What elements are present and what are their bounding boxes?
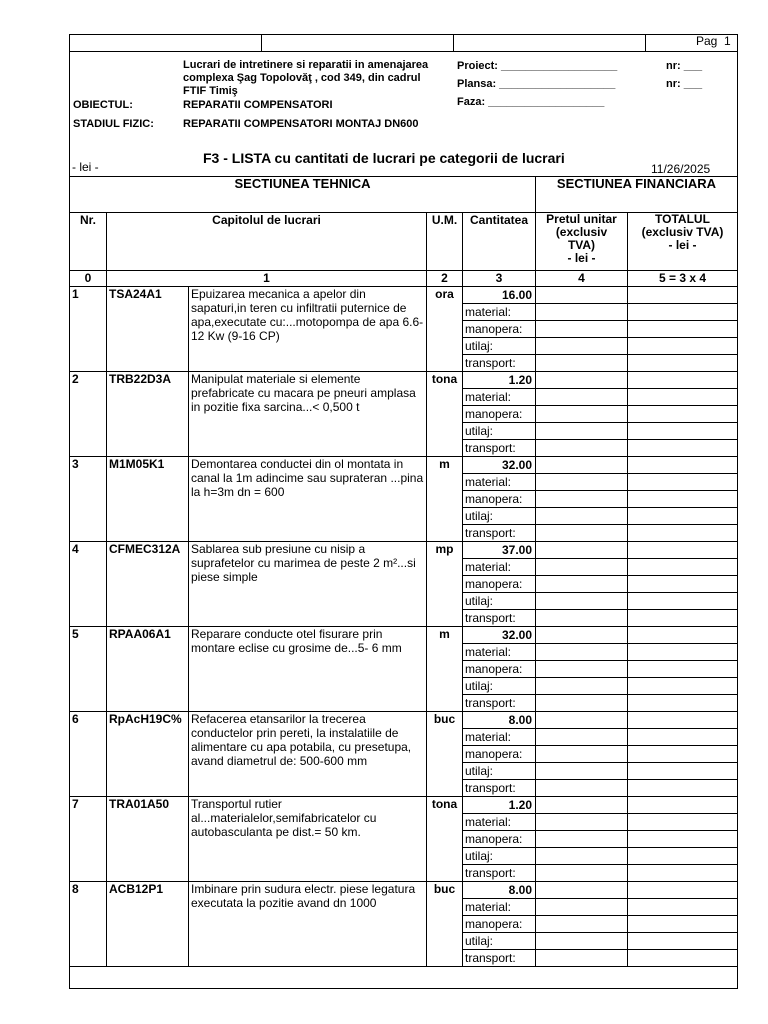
item-um: tona	[427, 797, 463, 882]
sub-total	[628, 321, 738, 338]
item-unit-price	[536, 797, 628, 814]
item-total	[628, 627, 738, 644]
sub-total	[628, 423, 738, 440]
sub-total	[628, 474, 738, 491]
item-unit-price	[536, 542, 628, 559]
sub-unit-price	[536, 355, 628, 372]
item-code: RpAcH19C%	[107, 712, 189, 797]
sub-unit-price	[536, 423, 628, 440]
item-nr: 7	[70, 797, 107, 882]
sub-total	[628, 355, 738, 372]
item-quantity: 8.00	[463, 712, 536, 729]
col-number-3: 3	[463, 271, 536, 287]
sub-label: manopera:	[463, 576, 536, 593]
sub-total	[628, 440, 738, 457]
sub-label: manopera:	[463, 831, 536, 848]
item-total	[628, 797, 738, 814]
col-number-5: 5 = 3 x 4	[628, 271, 738, 287]
sub-total	[628, 746, 738, 763]
sub-label: utilaj:	[463, 423, 536, 440]
item-quantity: 1.20	[463, 372, 536, 389]
sub-unit-price	[536, 440, 628, 457]
sub-label: transport:	[463, 865, 536, 882]
sub-label: manopera:	[463, 661, 536, 678]
sub-label: material:	[463, 559, 536, 576]
item-um: m	[427, 457, 463, 542]
col-header-pret	[536, 213, 628, 271]
pret-line-1: Pretul unitar	[546, 212, 617, 226]
page-value: 1	[724, 34, 731, 48]
sub-unit-price	[536, 780, 628, 797]
sub-unit-price	[536, 678, 628, 695]
item-nr: 4	[70, 542, 107, 627]
plansa-field: Plansa: ___________________	[457, 78, 616, 90]
sub-total	[628, 644, 738, 661]
sub-label: utilaj:	[463, 933, 536, 950]
item-unit-price	[536, 882, 628, 899]
sub-total	[628, 508, 738, 525]
sub-total	[628, 678, 738, 695]
sub-label: utilaj:	[463, 508, 536, 525]
sub-total	[628, 610, 738, 627]
sub-total	[628, 304, 738, 321]
sub-label: material:	[463, 304, 536, 321]
sub-unit-price	[536, 508, 628, 525]
col-number-1: 1	[107, 271, 427, 287]
sub-label: material:	[463, 644, 536, 661]
sub-total	[628, 916, 738, 933]
item-total	[628, 712, 738, 729]
col-header-cantitate: Cantitatea	[463, 213, 536, 271]
item-um: mp	[427, 542, 463, 627]
nr-field-1: nr: ___	[666, 60, 703, 72]
sub-unit-price	[536, 593, 628, 610]
sub-total	[628, 491, 738, 508]
table-row	[70, 627, 738, 644]
sub-unit-price	[536, 763, 628, 780]
sub-label: material:	[463, 474, 536, 491]
sub-label: utilaj:	[463, 763, 536, 780]
section-tehnica: SECTIUNEA TEHNICA	[70, 177, 536, 213]
sub-label: utilaj:	[463, 678, 536, 695]
sub-unit-price	[536, 644, 628, 661]
table-row	[70, 712, 738, 729]
item-um: m	[427, 627, 463, 712]
col-number-0: 0	[70, 271, 107, 287]
sub-unit-price	[536, 729, 628, 746]
item-description: Demontarea conductei din ol montata in canal la 1m adincime sau suprateran ...pina la h=3m dn = 600	[189, 457, 427, 542]
item-um: tona	[427, 372, 463, 457]
sub-label: transport:	[463, 355, 536, 372]
sub-label: manopera:	[463, 916, 536, 933]
object-desc-line-2: complexa Şag Topolovăţ , cod 349, din cadrul	[183, 72, 421, 84]
item-unit-price	[536, 627, 628, 644]
item-um: buc	[427, 712, 463, 797]
sub-unit-price	[536, 474, 628, 491]
sub-unit-price	[536, 916, 628, 933]
item-nr: 5	[70, 627, 107, 712]
item-description: Manipulat materiale si elemente prefabricate cu macara pe pneuri amplasa in pozitie fixa sarcina...< 0,500 t	[189, 372, 427, 457]
sub-label: material:	[463, 899, 536, 916]
table-row	[70, 287, 738, 304]
sub-label: utilaj:	[463, 593, 536, 610]
sub-label: manopera:	[463, 406, 536, 423]
col-number-2: 2	[427, 271, 463, 287]
item-total	[628, 372, 738, 389]
sub-label: utilaj:	[463, 338, 536, 355]
obiectul-value: REPARATII COMPENSATORI	[183, 99, 333, 111]
table-row	[70, 372, 738, 389]
sub-unit-price	[536, 304, 628, 321]
item-quantity: 16.00	[463, 287, 536, 304]
top-row-divider	[69, 51, 738, 52]
sub-total	[628, 763, 738, 780]
stadiul-value: REPARATII COMPENSATORI MONTAJ DN600	[183, 118, 419, 130]
top-cell-divider	[261, 34, 262, 52]
item-quantity: 1.20	[463, 797, 536, 814]
document-title: F3 - LISTA cu cantitati de lucrari pe categorii de lucrari	[203, 150, 565, 166]
item-description: Imbinare prin sudura electr. piese legatura executata la pozitie avand dn 1000	[189, 882, 427, 967]
item-code: M1M05K1	[107, 457, 189, 542]
page-number	[696, 35, 731, 48]
object-desc-line-3: FTIF Timiş	[183, 85, 238, 97]
sub-label: manopera:	[463, 321, 536, 338]
table-row	[70, 882, 738, 899]
sub-total	[628, 525, 738, 542]
item-um: ora	[427, 287, 463, 372]
total-line-3: - lei -	[668, 238, 697, 252]
col-header-total	[628, 213, 738, 271]
item-nr: 3	[70, 457, 107, 542]
sub-total	[628, 831, 738, 848]
table-row	[70, 542, 738, 559]
sub-total	[628, 593, 738, 610]
table-row	[70, 797, 738, 814]
section-financiara: SECTIUNEA FINANCIARA	[536, 177, 738, 213]
item-unit-price	[536, 457, 628, 474]
sub-unit-price	[536, 831, 628, 848]
object-desc-line-1: Lucrari de intretinere si reparatii in amenajarea	[183, 59, 429, 71]
item-nr: 1	[70, 287, 107, 372]
item-nr: 6	[70, 712, 107, 797]
total-line-2: (exclusiv TVA)	[641, 225, 724, 239]
sub-unit-price	[536, 491, 628, 508]
item-description: Refacerea etansarilor la trecerea conductelor prin pereti, la instalatiile de alimentare cu apa potabila, cu presetupa, avand diametrul de: 500-600 mm	[189, 712, 427, 797]
item-total	[628, 457, 738, 474]
sub-label: transport:	[463, 610, 536, 627]
sub-unit-price	[536, 933, 628, 950]
sub-label: material:	[463, 729, 536, 746]
item-code: ACB12P1	[107, 882, 189, 967]
sub-unit-price	[536, 865, 628, 882]
sub-total	[628, 406, 738, 423]
sub-unit-price	[536, 406, 628, 423]
pret-line-3: TVA)	[567, 238, 596, 252]
sub-unit-price	[536, 389, 628, 406]
table-row	[70, 457, 738, 474]
sub-label: utilaj:	[463, 848, 536, 865]
stadiul-label: STADIUL FIZIC:	[73, 118, 154, 130]
top-cell-divider	[453, 34, 454, 52]
sub-unit-price	[536, 814, 628, 831]
top-cell-divider	[645, 34, 646, 52]
pret-line-2: (exclusiv	[555, 225, 608, 239]
proiect-field: Proiect: ___________________	[457, 60, 618, 72]
sub-label: transport:	[463, 525, 536, 542]
item-um: buc	[427, 882, 463, 967]
obiectul-label: OBIECTUL:	[73, 99, 133, 111]
sub-total	[628, 848, 738, 865]
item-description: Reparare conducte otel fisurare prin montare eclise cu grosime de...5- 6 mm	[189, 627, 427, 712]
item-code: TSA24A1	[107, 287, 189, 372]
quantities-table	[69, 176, 738, 967]
faza-field: Faza: ___________________	[457, 96, 605, 108]
currency-label: - lei -	[72, 160, 99, 174]
sub-label: manopera:	[463, 746, 536, 763]
sub-label: transport:	[463, 950, 536, 967]
item-total	[628, 542, 738, 559]
item-description: Epuizarea mecanica a apelor din sapaturi,in teren cu infiltratii puternice de apa,executate cu:...motopompa de apa 6.6-12 Kw (9-16 CP)	[189, 287, 427, 372]
sub-unit-price	[536, 695, 628, 712]
sub-unit-price	[536, 661, 628, 678]
sub-unit-price	[536, 950, 628, 967]
pret-line-4: - lei -	[567, 251, 596, 265]
sub-label: material:	[463, 389, 536, 406]
item-unit-price	[536, 712, 628, 729]
item-description: Sablarea sub presiune cu nisip a suprafetelor cu marimea de peste 2 m²...si piese simple	[189, 542, 427, 627]
document-date: 11/26/2025	[651, 162, 711, 176]
sub-total	[628, 814, 738, 831]
col-header-nr: Nr.	[70, 213, 107, 271]
item-quantity: 37.00	[463, 542, 536, 559]
item-code: TRA01A50	[107, 797, 189, 882]
sub-unit-price	[536, 746, 628, 763]
sub-label: transport:	[463, 440, 536, 457]
item-nr: 8	[70, 882, 107, 967]
total-line-1: TOTALUL	[655, 212, 710, 226]
sub-total	[628, 899, 738, 916]
col-header-um: U.M.	[427, 213, 463, 271]
sub-total	[628, 780, 738, 797]
sub-unit-price	[536, 559, 628, 576]
page-label: Pag	[696, 34, 718, 48]
sub-unit-price	[536, 338, 628, 355]
item-quantity: 32.00	[463, 457, 536, 474]
item-code: CFMEC312A	[107, 542, 189, 627]
nr-field-2: nr: ___	[666, 78, 703, 90]
sub-unit-price	[536, 321, 628, 338]
sub-total	[628, 950, 738, 967]
col-number-4: 4	[536, 271, 628, 287]
sub-unit-price	[536, 576, 628, 593]
sub-unit-price	[536, 610, 628, 627]
item-quantity: 8.00	[463, 882, 536, 899]
sub-label: material:	[463, 814, 536, 831]
sub-label: transport:	[463, 780, 536, 797]
sub-unit-price	[536, 899, 628, 916]
item-unit-price	[536, 372, 628, 389]
item-quantity: 32.00	[463, 627, 536, 644]
sub-total	[628, 695, 738, 712]
item-unit-price	[536, 287, 628, 304]
sub-total	[628, 933, 738, 950]
sub-total	[628, 338, 738, 355]
item-description: Transportul rutier al...materialelor,semifabricatelor cu autobasculanta pe dist.= 50 km.	[189, 797, 427, 882]
col-header-capitol: Capitolul de lucrari	[107, 213, 427, 271]
sub-unit-price	[536, 848, 628, 865]
sub-unit-price	[536, 525, 628, 542]
sub-total	[628, 389, 738, 406]
item-nr: 2	[70, 372, 107, 457]
item-total	[628, 287, 738, 304]
sub-total	[628, 559, 738, 576]
sub-total	[628, 729, 738, 746]
sub-total	[628, 576, 738, 593]
item-total	[628, 882, 738, 899]
item-code: TRB22D3A	[107, 372, 189, 457]
sub-total	[628, 661, 738, 678]
item-code: RPAA06A1	[107, 627, 189, 712]
sub-total	[628, 865, 738, 882]
sub-label: manopera:	[463, 491, 536, 508]
sub-label: transport:	[463, 695, 536, 712]
